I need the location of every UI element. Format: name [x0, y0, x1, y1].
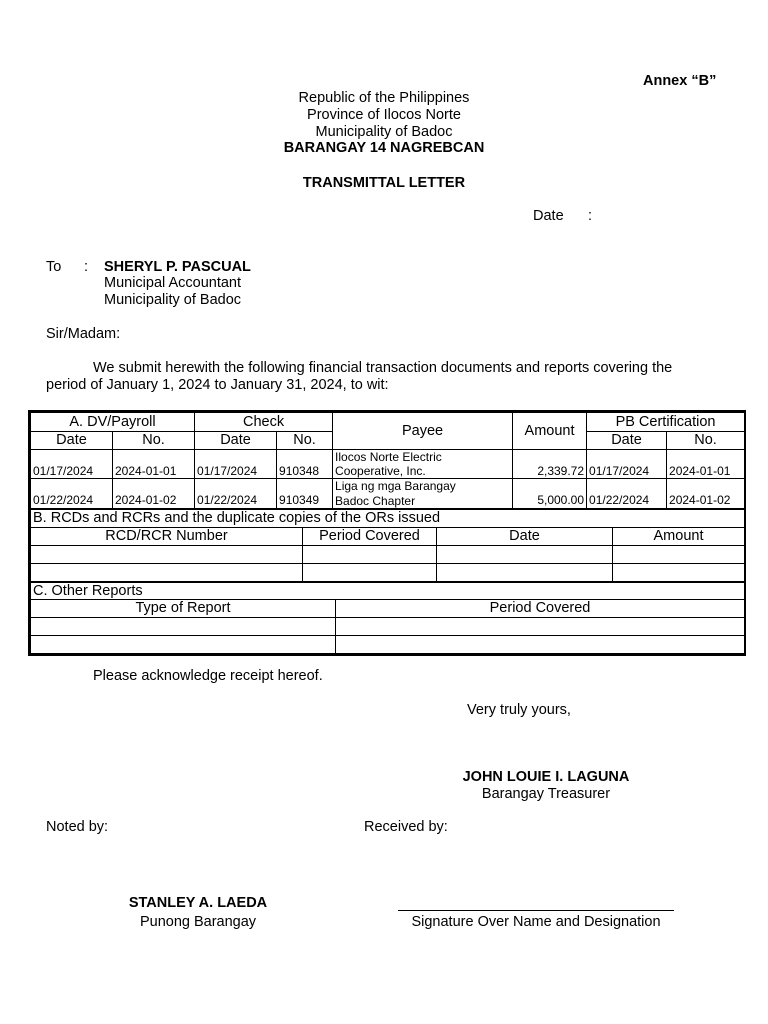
- table-c: [30, 582, 745, 655]
- col-payee: Payee: [333, 413, 513, 450]
- check-date-cell: 01/17/2024: [195, 449, 277, 479]
- empty-cell: [437, 563, 613, 581]
- empty-cell: [613, 545, 745, 563]
- header-republic: Republic of the Philippines: [298, 90, 470, 106]
- col-type-of-report: Type of Report: [31, 600, 336, 618]
- pb-no-cell: 2024-01-01: [667, 449, 745, 479]
- table-row: [31, 479, 745, 509]
- treasurer-name: JOHN LOUIE I. LAGUNA: [462, 769, 630, 785]
- acknowledge-text: Please acknowledge receipt hereof.: [93, 668, 323, 684]
- page-title: TRANSMITTAL LETTER: [302, 175, 466, 191]
- header-barangay: BARANGAY 14 NAGREBCAN: [283, 140, 485, 156]
- table-row: [31, 545, 745, 563]
- empty-cell: [613, 563, 745, 581]
- col-period-covered: Period Covered: [303, 527, 437, 545]
- col-amount-b: Amount: [613, 527, 745, 545]
- empty-cell: [303, 563, 437, 581]
- col-period-covered-c: Period Covered: [336, 600, 745, 618]
- col-date: Date: [437, 527, 613, 545]
- header-province: Province of Ilocos Norte: [307, 107, 461, 123]
- signature-line: [398, 910, 674, 911]
- table-row: [31, 449, 745, 479]
- dv-no-cell: 2024-01-01: [113, 449, 195, 479]
- col-group-pb-certification: PB Certification: [587, 413, 745, 432]
- addressee-office: Municipality of Badoc: [104, 292, 242, 308]
- received-by-label: Received by:: [364, 819, 448, 835]
- table-row: [31, 618, 745, 636]
- amount-cell: 2,339.72: [513, 449, 587, 479]
- dv-date-cell: 01/22/2024: [31, 479, 113, 509]
- table-row: [31, 563, 745, 581]
- empty-cell: [336, 636, 745, 654]
- table-b-title: B. RCDs and RCRs and the duplicate copies of the ORs issued: [31, 510, 745, 528]
- table-row: [31, 636, 745, 654]
- col-pb-no: No.: [667, 432, 745, 450]
- check-no-cell: 910349: [277, 479, 333, 509]
- check-no-cell: 910348: [277, 449, 333, 479]
- payee-line-1: Ilocos Norte Electric: [335, 449, 442, 464]
- empty-cell: [31, 636, 336, 654]
- dv-no-cell: 2024-01-02: [113, 479, 195, 509]
- pb-no-cell: 2024-01-02: [667, 479, 745, 509]
- noted-by-label: Noted by:: [46, 819, 109, 835]
- punong-title: Punong Barangay: [139, 914, 257, 930]
- table-a: [28, 410, 746, 656]
- addressee-name: SHERYL P. PASCUAL: [104, 259, 251, 275]
- col-amount: Amount: [513, 413, 587, 450]
- col-pb-date: Date: [587, 432, 667, 450]
- closing-text: Very truly yours,: [467, 702, 571, 718]
- col-group-check: Check: [195, 413, 333, 432]
- treasurer-title: Barangay Treasurer: [481, 786, 611, 802]
- header-municipality: Municipality of Badoc: [315, 124, 453, 140]
- col-rcd-number: RCD/RCR Number: [31, 527, 303, 545]
- empty-cell: [31, 563, 303, 581]
- body-line-1: We submit herewith the following financial transaction documents and reports covering the: [93, 360, 673, 376]
- body-line-2: period of January 1, 2024 to January 31, 2024, to wit:: [46, 377, 389, 393]
- punong-name: STANLEY A. LAEDA: [128, 895, 268, 911]
- payee-line-2: Cooperative, Inc.: [335, 464, 426, 479]
- col-check-no: No.: [277, 432, 333, 450]
- col-check-date: Date: [195, 432, 277, 450]
- date-colon: :: [588, 208, 593, 224]
- signature-caption: Signature Over Name and Designation: [411, 914, 661, 930]
- empty-cell: [437, 545, 613, 563]
- payee-line-2: Badoc Chapter: [335, 493, 416, 508]
- payee-line-1: Liga ng mga Barangay: [335, 479, 456, 494]
- annex-label: Annex “B”: [643, 73, 717, 89]
- date-label: Date: [533, 208, 564, 224]
- pb-date-cell: 01/22/2024: [587, 479, 667, 509]
- empty-cell: [303, 545, 437, 563]
- col-dv-no: No.: [113, 432, 195, 450]
- pb-date-cell: 01/17/2024: [587, 449, 667, 479]
- amount-cell: 5,000.00: [513, 479, 587, 509]
- table-a-grid: [30, 412, 745, 509]
- col-dv-date: Date: [31, 432, 113, 450]
- empty-cell: [336, 618, 745, 636]
- table-c-title: C. Other Reports: [31, 582, 745, 600]
- check-date-cell: 01/22/2024: [195, 479, 277, 509]
- table-b: [30, 509, 745, 581]
- to-colon: :: [84, 259, 89, 275]
- payee-cell: [333, 479, 513, 509]
- empty-cell: [31, 545, 303, 563]
- salutation: Sir/Madam:: [46, 326, 121, 342]
- payee-cell: [333, 449, 513, 479]
- addressee-position: Municipal Accountant: [104, 275, 242, 291]
- to-label: To: [46, 259, 62, 275]
- col-group-dv-payroll: A. DV/Payroll: [31, 413, 195, 432]
- dv-date-cell: 01/17/2024: [31, 449, 113, 479]
- empty-cell: [31, 618, 336, 636]
